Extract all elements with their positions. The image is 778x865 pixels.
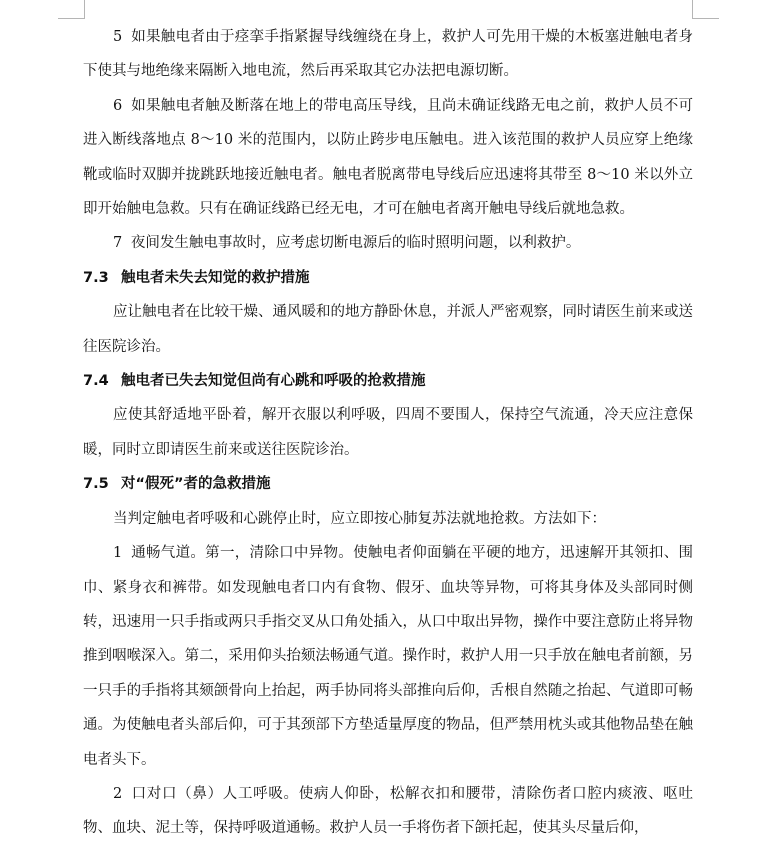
section-title: 对“假死”者的急救措施 bbox=[121, 476, 271, 493]
section-heading-7-3 bbox=[83, 261, 693, 295]
section-heading-7-4 bbox=[83, 364, 693, 398]
item-number: 6 bbox=[113, 97, 123, 114]
step-text: 通畅气道。第一，清除口中异物。使触电者仰面躺在平硬的地方，迅速解开其领扣、围巾、紧身衣和裤带。如发现触电者口内有食物、假牙、血块等异物，可将其身体及头部同时侧转，迅速用一只手指或两只手指交叉从口角处插入，从口中取出异物，操作中要注意防止将异物推到咽喉深入。第二，采用仰头抬颏法畅通气道。操作时，救护人用一只手放在触电者前额，另一只手的手指将其颏颌骨向上抬起，两手协同将头部推向后仰，舌根自然随之抬起、气道即可畅通。为使触电者头部后仰，可于其颈部下方垫适量厚度的物品，但严禁用枕头或其他物品垫在触电者头下。 bbox=[83, 545, 693, 768]
section-number: 7.3 bbox=[83, 269, 109, 286]
step-item-1 bbox=[83, 536, 693, 777]
page-corner-mark-left bbox=[58, 0, 85, 19]
section-7-5-text: 当判定触电者呼吸和心跳停止时，应立即按心肺复苏法就地抢救。方法如下： bbox=[113, 510, 606, 527]
section-title: 触电者已失去知觉但尚有心跳和呼吸的抢救措施 bbox=[121, 373, 426, 390]
paragraph-item-6 bbox=[83, 89, 693, 227]
step-text: 口对口（鼻）人工呼吸。使病人仰卧，松解衣扣和腰带，清除伤者口腔内痰液、呕吐物、血块、泥土等，保持呼吸道通畅。救护人员一手将伤者下颌托起，使其头尽量后仰， bbox=[83, 785, 693, 837]
paragraph-item-7 bbox=[83, 226, 693, 260]
step-number: 1 bbox=[113, 545, 123, 562]
section-title: 触电者未失去知觉的救护措施 bbox=[121, 269, 310, 286]
step-item-2 bbox=[83, 777, 693, 846]
document-body bbox=[83, 20, 693, 846]
section-7-4-text: 应使其舒适地平卧着，解开衣服以利呼吸，四周不要围人，保持空气流通，冷天应注意保暖，同时立即请医生前来或送往医院诊治。 bbox=[83, 407, 693, 458]
section-number: 7.4 bbox=[83, 373, 109, 390]
section-7-3-text: 应让触电者在比较干燥、通风暖和的地方静卧休息，并派人严密观察，同时请医生前来或送往医院诊治。 bbox=[83, 304, 693, 355]
item-text: 如果触电者由于痉挛手指紧握导线缠绕在身上，救护人可先用干燥的木板塞进触电者身下使其与地绝缘来隔断入地电流，然后再采取其它办法把电源切断。 bbox=[83, 29, 693, 80]
step-number: 2 bbox=[113, 785, 123, 802]
section-heading-7-5 bbox=[83, 467, 693, 501]
item-text: 如果触电者触及断落在地上的带电高压导线，且尚未确证线路无电之前，救护人员不可进入断线落地点 8～10 米的范围内，以防止跨步电压触电。进入该范围的救护人员应穿上绝缘靴或临时双脚并拢跳跃地接近触电者。触电者脱离带电导线后应迅速将其带至 8～10 米以外立即开始触电急救。只有在确证线路已经无电，才可在触电者离开触电导线后就地急救。 bbox=[83, 97, 693, 218]
item-number: 7 bbox=[113, 235, 123, 252]
item-number: 5 bbox=[113, 29, 123, 45]
item-text: 夜间发生触电事故时，应考虑切断电源后的临时照明问题，以利救护。 bbox=[130, 235, 581, 252]
section-number: 7.5 bbox=[83, 476, 109, 493]
page-corner-mark-right bbox=[692, 0, 719, 19]
paragraph-item-5 bbox=[83, 20, 693, 89]
